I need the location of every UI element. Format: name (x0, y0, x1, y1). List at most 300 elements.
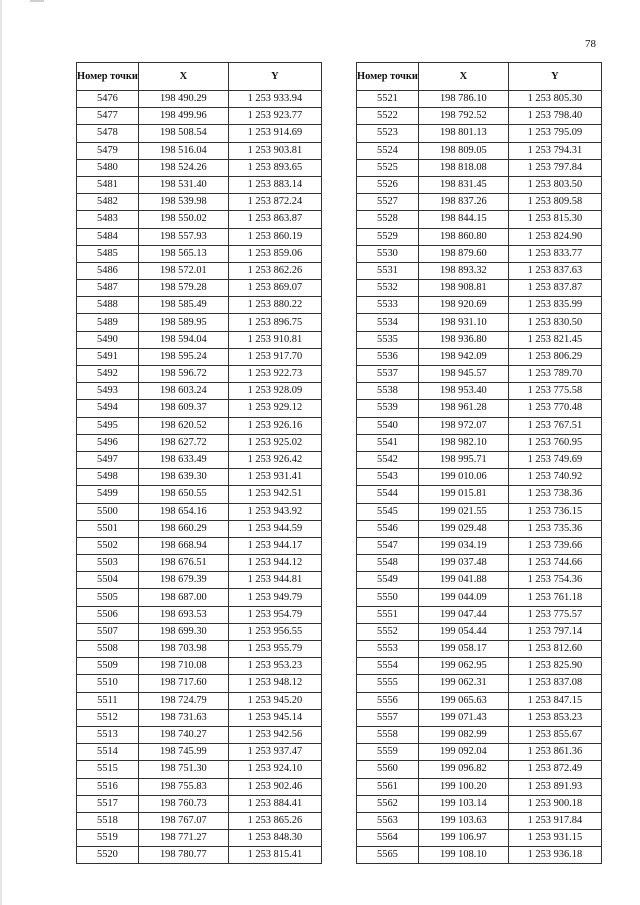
point-number-cell: 5486 (77, 262, 139, 279)
x-coordinate-cell: 198 942.09 (418, 348, 508, 365)
table-row (357, 709, 602, 726)
y-coordinate-cell: 1 253 798.40 (508, 108, 601, 125)
y-coordinate-cell: 1 253 931.41 (228, 469, 321, 486)
y-coordinate-cell: 1 253 949.79 (228, 589, 321, 606)
x-coordinate-cell: 198 594.04 (138, 331, 228, 348)
y-coordinate-cell: 1 253 944.12 (228, 555, 321, 572)
x-coordinate-cell: 198 676.51 (138, 555, 228, 572)
table-row (357, 778, 602, 795)
y-coordinate-cell: 1 253 955.79 (228, 641, 321, 658)
table-row (77, 91, 322, 108)
table-row (77, 194, 322, 211)
x-coordinate-cell: 198 516.04 (138, 142, 228, 159)
y-coordinate-cell: 1 253 925.02 (228, 434, 321, 451)
x-coordinate-cell: 199 092.04 (418, 744, 508, 761)
table-row (77, 572, 322, 589)
table-row (357, 503, 602, 520)
point-number-cell: 5524 (357, 142, 419, 159)
table-row (77, 400, 322, 417)
table-row (77, 812, 322, 829)
y-coordinate-cell: 1 253 933.94 (228, 91, 321, 108)
x-coordinate-cell: 198 603.24 (138, 383, 228, 400)
table-row (77, 228, 322, 245)
table-row (357, 555, 602, 572)
point-number-cell: 5515 (77, 761, 139, 778)
point-number-cell: 5484 (77, 228, 139, 245)
table-row (77, 486, 322, 503)
y-coordinate-cell: 1 253 795.09 (508, 125, 601, 142)
x-coordinate-cell: 199 100.20 (418, 778, 508, 795)
table-row (357, 91, 602, 108)
point-number-cell: 5561 (357, 778, 419, 795)
point-number-cell: 5557 (357, 709, 419, 726)
table-row (357, 658, 602, 675)
x-coordinate-cell: 198 908.81 (418, 280, 508, 297)
x-coordinate-cell: 198 771.27 (138, 830, 228, 847)
x-coordinate-cell: 198 589.95 (138, 314, 228, 331)
point-number-cell: 5478 (77, 125, 139, 142)
point-number-cell: 5544 (357, 486, 419, 503)
x-coordinate-cell: 199 082.99 (418, 726, 508, 743)
table-row (357, 211, 602, 228)
y-coordinate-cell: 1 253 900.18 (508, 795, 601, 812)
x-coordinate-cell: 198 531.40 (138, 176, 228, 193)
point-number-cell: 5537 (357, 366, 419, 383)
y-coordinate-cell: 1 253 891.93 (508, 778, 601, 795)
table-row (77, 469, 322, 486)
table-row (357, 348, 602, 365)
point-number-cell: 5491 (77, 348, 139, 365)
table-row (357, 159, 602, 176)
y-coordinate-cell: 1 253 883.14 (228, 176, 321, 193)
table-row (77, 280, 322, 297)
point-number-cell: 5551 (357, 606, 419, 623)
x-coordinate-cell: 198 767.07 (138, 812, 228, 829)
x-coordinate-cell: 199 044.09 (418, 589, 508, 606)
table-row (357, 383, 602, 400)
table-row (357, 262, 602, 279)
point-number-header: Номер точки (77, 63, 139, 91)
y-coordinate-cell: 1 253 848.30 (228, 830, 321, 847)
y-coordinate-cell: 1 253 824.90 (508, 228, 601, 245)
table-row (357, 297, 602, 314)
table-row (77, 125, 322, 142)
y-coordinate-cell: 1 253 855.67 (508, 726, 601, 743)
point-number-cell: 5523 (357, 125, 419, 142)
point-number-cell: 5511 (77, 692, 139, 709)
table-row (77, 417, 322, 434)
y-coordinate-cell: 1 253 862.26 (228, 262, 321, 279)
y-coordinate-cell: 1 253 903.81 (228, 142, 321, 159)
x-coordinate-cell: 198 627.72 (138, 434, 228, 451)
x-coordinate-cell: 198 972.07 (418, 417, 508, 434)
x-coordinate-cell: 198 639.30 (138, 469, 228, 486)
point-number-cell: 5558 (357, 726, 419, 743)
table-row (77, 847, 322, 864)
point-number-cell: 5497 (77, 451, 139, 468)
table-row (77, 434, 322, 451)
table-row (357, 606, 602, 623)
y-coordinate-cell: 1 253 835.99 (508, 297, 601, 314)
point-number-cell: 5555 (357, 675, 419, 692)
table-row (357, 108, 602, 125)
table-header-row (77, 63, 322, 91)
y-coordinate-cell: 1 253 884.41 (228, 795, 321, 812)
y-coordinate-cell: 1 253 914.69 (228, 125, 321, 142)
point-number-cell: 5526 (357, 176, 419, 193)
y-coordinate-cell: 1 253 853.23 (508, 709, 601, 726)
point-number-cell: 5519 (77, 830, 139, 847)
y-coordinate-cell: 1 253 928.09 (228, 383, 321, 400)
x-coordinate-cell: 198 818.08 (418, 159, 508, 176)
x-coordinate-cell: 198 760.73 (138, 795, 228, 812)
table-row (357, 314, 602, 331)
point-number-cell: 5512 (77, 709, 139, 726)
point-number-cell: 5476 (77, 91, 139, 108)
x-coordinate-cell: 198 995.71 (418, 451, 508, 468)
x-coordinate-cell: 199 062.95 (418, 658, 508, 675)
y-coordinate-cell: 1 253 809.58 (508, 194, 601, 211)
x-coordinate-cell: 198 745.99 (138, 744, 228, 761)
point-number-cell: 5554 (357, 658, 419, 675)
y-coordinate-cell: 1 253 902.46 (228, 778, 321, 795)
point-number-cell: 5520 (77, 847, 139, 864)
point-number-cell: 5513 (77, 726, 139, 743)
point-number-cell: 5517 (77, 795, 139, 812)
table-row (357, 194, 602, 211)
y-coordinate-cell: 1 253 760.95 (508, 434, 601, 451)
y-coordinate-cell: 1 253 736.15 (508, 503, 601, 520)
x-coordinate-cell: 198 572.01 (138, 262, 228, 279)
point-number-cell: 5485 (77, 245, 139, 262)
point-number-cell: 5559 (357, 744, 419, 761)
x-coordinate-cell: 198 953.40 (418, 383, 508, 400)
point-number-cell: 5490 (77, 331, 139, 348)
y-coordinate-cell: 1 253 775.57 (508, 606, 601, 623)
y-coordinate-cell: 1 253 735.36 (508, 520, 601, 537)
table-row (77, 108, 322, 125)
point-number-cell: 5538 (357, 383, 419, 400)
y-coordinate-cell: 1 253 863.87 (228, 211, 321, 228)
table-row (77, 778, 322, 795)
table-row (357, 520, 602, 537)
table-row (357, 812, 602, 829)
point-number-cell: 5514 (77, 744, 139, 761)
x-coordinate-cell: 198 693.53 (138, 606, 228, 623)
x-coordinate-cell: 198 801.13 (418, 125, 508, 142)
y-coordinate-cell: 1 253 942.56 (228, 726, 321, 743)
y-coordinate-cell: 1 253 926.16 (228, 417, 321, 434)
x-coordinate-cell: 199 065.63 (418, 692, 508, 709)
y-coordinate-cell: 1 253 754.36 (508, 572, 601, 589)
table-row (77, 675, 322, 692)
table-row (357, 400, 602, 417)
x-coordinate-cell: 198 982.10 (418, 434, 508, 451)
x-coordinate-cell: 198 687.00 (138, 589, 228, 606)
y-coordinate-cell: 1 253 917.84 (508, 812, 601, 829)
table-header-row (357, 63, 602, 91)
table-row (357, 692, 602, 709)
x-coordinate-cell: 199 034.19 (418, 537, 508, 554)
x-coordinate-cell: 198 654.16 (138, 503, 228, 520)
point-number-cell: 5562 (357, 795, 419, 812)
page-number: 78 (585, 38, 596, 50)
y-coordinate-cell: 1 253 929.12 (228, 400, 321, 417)
table-row (77, 795, 322, 812)
y-header: Y (508, 63, 601, 91)
y-coordinate-cell: 1 253 926.42 (228, 451, 321, 468)
y-coordinate-cell: 1 253 922.73 (228, 366, 321, 383)
point-number-cell: 5494 (77, 400, 139, 417)
table-row (357, 331, 602, 348)
y-coordinate-cell: 1 253 944.17 (228, 537, 321, 554)
table-row (357, 366, 602, 383)
table-row (357, 675, 602, 692)
y-coordinate-cell: 1 253 945.14 (228, 709, 321, 726)
point-number-cell: 5533 (357, 297, 419, 314)
point-number-cell: 5487 (77, 280, 139, 297)
x-coordinate-cell: 198 508.54 (138, 125, 228, 142)
table-row (77, 726, 322, 743)
y-coordinate-cell: 1 253 944.59 (228, 520, 321, 537)
table-row (357, 623, 602, 640)
point-number-cell: 5528 (357, 211, 419, 228)
y-coordinate-cell: 1 253 917.70 (228, 348, 321, 365)
point-number-cell: 5560 (357, 761, 419, 778)
point-number-cell: 5543 (357, 469, 419, 486)
point-number-cell: 5542 (357, 451, 419, 468)
table-row (77, 314, 322, 331)
x-coordinate-cell: 199 047.44 (418, 606, 508, 623)
y-coordinate-cell: 1 253 923.77 (228, 108, 321, 125)
y-coordinate-cell: 1 253 837.08 (508, 675, 601, 692)
x-coordinate-cell: 199 096.82 (418, 761, 508, 778)
x-coordinate-cell: 198 490.29 (138, 91, 228, 108)
point-number-cell: 5480 (77, 159, 139, 176)
y-coordinate-cell: 1 253 936.18 (508, 847, 601, 864)
point-number-cell: 5549 (357, 572, 419, 589)
y-coordinate-cell: 1 253 775.58 (508, 383, 601, 400)
x-coordinate-cell: 198 699.30 (138, 623, 228, 640)
x-coordinate-cell: 198 920.69 (418, 297, 508, 314)
point-number-cell: 5492 (77, 366, 139, 383)
y-coordinate-cell: 1 253 797.84 (508, 159, 601, 176)
x-coordinate-cell: 199 103.63 (418, 812, 508, 829)
point-number-cell: 5500 (77, 503, 139, 520)
scan-corner-mark (30, 0, 44, 2)
point-number-cell: 5527 (357, 194, 419, 211)
x-coordinate-cell: 199 037.48 (418, 555, 508, 572)
y-coordinate-cell: 1 253 797.14 (508, 623, 601, 640)
table-row (357, 417, 602, 434)
point-number-cell: 5510 (77, 675, 139, 692)
table-row (357, 830, 602, 847)
y-coordinate-cell: 1 253 861.36 (508, 744, 601, 761)
x-coordinate-cell: 198 879.60 (418, 245, 508, 262)
table-row (77, 692, 322, 709)
x-coordinate-cell: 198 550.02 (138, 211, 228, 228)
table-row (77, 641, 322, 658)
x-coordinate-cell: 198 945.57 (418, 366, 508, 383)
x-coordinate-cell: 198 717.60 (138, 675, 228, 692)
y-coordinate-cell: 1 253 837.63 (508, 262, 601, 279)
x-coordinate-cell: 198 499.96 (138, 108, 228, 125)
y-coordinate-cell: 1 253 740.92 (508, 469, 601, 486)
y-coordinate-cell: 1 253 948.12 (228, 675, 321, 692)
table-row (77, 761, 322, 778)
x-coordinate-cell: 198 931.10 (418, 314, 508, 331)
point-number-cell: 5532 (357, 280, 419, 297)
y-coordinate-cell: 1 253 738.36 (508, 486, 601, 503)
x-coordinate-cell: 198 860.80 (418, 228, 508, 245)
x-coordinate-cell: 199 010.06 (418, 469, 508, 486)
table-row (77, 658, 322, 675)
x-coordinate-cell: 198 780.77 (138, 847, 228, 864)
table-row (357, 537, 602, 554)
x-coordinate-cell: 198 755.83 (138, 778, 228, 795)
point-number-cell: 5483 (77, 211, 139, 228)
point-number-cell: 5545 (357, 503, 419, 520)
x-coordinate-cell: 198 565.13 (138, 245, 228, 262)
point-number-cell: 5565 (357, 847, 419, 864)
point-number-cell: 5479 (77, 142, 139, 159)
table-row (77, 142, 322, 159)
table-row (357, 589, 602, 606)
x-coordinate-cell: 198 595.24 (138, 348, 228, 365)
x-coordinate-cell: 198 831.45 (418, 176, 508, 193)
y-coordinate-cell: 1 253 761.18 (508, 589, 601, 606)
table-row (77, 348, 322, 365)
table-row (77, 366, 322, 383)
y-coordinate-cell: 1 253 943.92 (228, 503, 321, 520)
y-coordinate-cell: 1 253 944.81 (228, 572, 321, 589)
y-coordinate-cell: 1 253 815.41 (228, 847, 321, 864)
x-coordinate-cell: 199 071.43 (418, 709, 508, 726)
y-coordinate-cell: 1 253 803.50 (508, 176, 601, 193)
table-row (357, 434, 602, 451)
y-coordinate-cell: 1 253 896.75 (228, 314, 321, 331)
point-number-cell: 5496 (77, 434, 139, 451)
table-row (357, 176, 602, 193)
point-number-cell: 5508 (77, 641, 139, 658)
point-number-cell: 5553 (357, 641, 419, 658)
x-coordinate-cell: 198 524.26 (138, 159, 228, 176)
point-number-cell: 5507 (77, 623, 139, 640)
table-row (357, 451, 602, 468)
y-coordinate-cell: 1 253 739.66 (508, 537, 601, 554)
point-number-cell: 5488 (77, 297, 139, 314)
table-row (357, 572, 602, 589)
x-coordinate-cell: 198 668.94 (138, 537, 228, 554)
point-number-cell: 5546 (357, 520, 419, 537)
point-number-cell: 5530 (357, 245, 419, 262)
x-coordinate-cell: 198 844.15 (418, 211, 508, 228)
x-coordinate-cell: 199 103.14 (418, 795, 508, 812)
x-coordinate-cell: 198 809.05 (418, 142, 508, 159)
table-row (77, 589, 322, 606)
x-coordinate-cell: 199 054.44 (418, 623, 508, 640)
table-row (77, 606, 322, 623)
y-coordinate-cell: 1 253 924.10 (228, 761, 321, 778)
table-row (77, 744, 322, 761)
x-coordinate-cell: 198 633.49 (138, 451, 228, 468)
point-number-cell: 5521 (357, 91, 419, 108)
table-row (357, 125, 602, 142)
y-coordinate-cell: 1 253 942.51 (228, 486, 321, 503)
table-row (77, 555, 322, 572)
y-coordinate-cell: 1 253 865.26 (228, 812, 321, 829)
point-number-cell: 5506 (77, 606, 139, 623)
x-coordinate-cell: 198 751.30 (138, 761, 228, 778)
y-coordinate-cell: 1 253 815.30 (508, 211, 601, 228)
point-number-cell: 5509 (77, 658, 139, 675)
point-number-cell: 5477 (77, 108, 139, 125)
table-row (357, 847, 602, 864)
point-number-cell: 5503 (77, 555, 139, 572)
table-row (357, 486, 602, 503)
x-coordinate-cell: 198 620.52 (138, 417, 228, 434)
y-coordinate-cell: 1 253 789.70 (508, 366, 601, 383)
point-number-cell: 5539 (357, 400, 419, 417)
point-number-cell: 5525 (357, 159, 419, 176)
table-row (77, 537, 322, 554)
point-number-header: Номер точки (357, 63, 419, 91)
table-row (77, 297, 322, 314)
y-header: Y (228, 63, 321, 91)
point-number-cell: 5495 (77, 417, 139, 434)
x-coordinate-cell: 198 893.32 (418, 262, 508, 279)
y-coordinate-cell: 1 253 812.60 (508, 641, 601, 658)
point-number-cell: 5518 (77, 812, 139, 829)
table-row (77, 245, 322, 262)
y-coordinate-cell: 1 253 860.19 (228, 228, 321, 245)
point-number-cell: 5498 (77, 469, 139, 486)
y-coordinate-cell: 1 253 847.15 (508, 692, 601, 709)
table-row (357, 641, 602, 658)
table-row (357, 245, 602, 262)
y-coordinate-cell: 1 253 837.87 (508, 280, 601, 297)
y-coordinate-cell: 1 253 833.77 (508, 245, 601, 262)
y-coordinate-cell: 1 253 872.24 (228, 194, 321, 211)
table-row (77, 451, 322, 468)
point-number-cell: 5505 (77, 589, 139, 606)
point-number-cell: 5540 (357, 417, 419, 434)
x-header: X (418, 63, 508, 91)
y-coordinate-cell: 1 253 869.07 (228, 280, 321, 297)
x-coordinate-cell: 199 062.31 (418, 675, 508, 692)
point-number-cell: 5516 (77, 778, 139, 795)
table-row (77, 503, 322, 520)
x-coordinate-cell: 198 740.27 (138, 726, 228, 743)
point-number-cell: 5535 (357, 331, 419, 348)
coordinates-table-left (76, 62, 322, 864)
x-coordinate-cell: 198 786.10 (418, 91, 508, 108)
table-row (357, 280, 602, 297)
x-coordinate-cell: 198 724.79 (138, 692, 228, 709)
point-number-cell: 5522 (357, 108, 419, 125)
x-coordinate-cell: 198 679.39 (138, 572, 228, 589)
table-row (77, 709, 322, 726)
table-row (357, 228, 602, 245)
y-coordinate-cell: 1 253 910.81 (228, 331, 321, 348)
table-row (77, 211, 322, 228)
y-coordinate-cell: 1 253 770.48 (508, 400, 601, 417)
table-row (77, 520, 322, 537)
coordinates-table-right (356, 62, 602, 864)
point-number-cell: 5552 (357, 623, 419, 640)
x-coordinate-cell: 198 936.80 (418, 331, 508, 348)
y-coordinate-cell: 1 253 821.45 (508, 331, 601, 348)
